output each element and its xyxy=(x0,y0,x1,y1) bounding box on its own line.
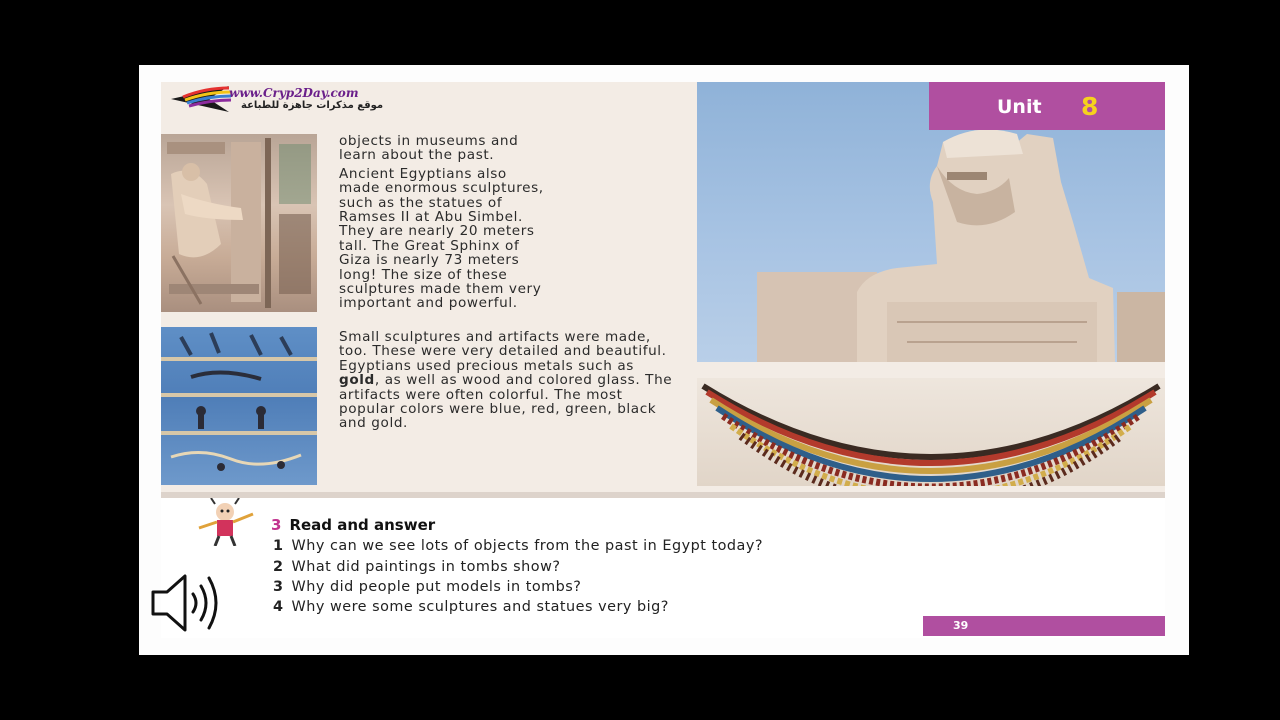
text-line: long! The size of these xyxy=(339,266,508,283)
egyptian-collar-necklace-image xyxy=(697,378,1165,486)
unit-banner xyxy=(929,82,1165,130)
text-line: Ancient Egyptians also xyxy=(339,165,507,182)
unit-label: Unit xyxy=(997,96,1042,118)
question-item: 3 Why did people put models in tombs? xyxy=(273,579,582,595)
textbook-page xyxy=(161,82,1165,638)
exercise-number: 3 xyxy=(271,516,282,534)
page-number: 39 xyxy=(953,619,969,632)
slide-page xyxy=(139,65,1189,655)
exercise-title xyxy=(271,516,435,534)
text-line: Giza is nearly 73 meters xyxy=(339,252,520,269)
text-line: Ramses II at Abu Simbel. xyxy=(339,209,523,226)
text-line: tall. The Great Sphinx of xyxy=(339,237,520,254)
reading-paragraph-2 xyxy=(339,330,674,431)
question-item: 1 Why can we see lots of objects from the past in Egypt today? xyxy=(273,538,764,554)
text-line: such as the statues of xyxy=(339,194,503,211)
exercise-heading: Read and answer xyxy=(289,516,436,534)
text-line: learn about the past. xyxy=(339,147,495,164)
paragraph-text: , as well as wood and colored glass. The artifacts were often colorful. The most popular colors were blue, red, green, black and gold. xyxy=(339,372,673,432)
question-item: 2 What did paintings in tombs show? xyxy=(273,559,561,575)
text-line: sculptures made them very xyxy=(339,281,542,298)
mascot-character-icon xyxy=(191,498,261,546)
question-item: 4 Why were some sculptures and statues very big? xyxy=(273,599,669,615)
page-number-bar xyxy=(923,616,1165,636)
blue-tomb-painting-image xyxy=(161,327,317,485)
hieroglyph-relief-image xyxy=(161,134,317,312)
reading-paragraph-1 xyxy=(339,134,679,311)
logo-arabic-text: موقع مذكرات جاهزة للطباعة xyxy=(241,100,384,111)
cryp2day-logo xyxy=(169,82,449,116)
paragraph-text: Small sculptures and artifacts were made, too. These were very detailed and beautiful. Egyptians used precious metals such as xyxy=(339,329,667,374)
text-line: important and powerful. xyxy=(339,295,518,312)
unit-number: 8 xyxy=(1081,92,1099,121)
read-and-answer-section xyxy=(161,498,1165,638)
speaker-volume-icon[interactable] xyxy=(149,570,225,636)
logo-arrow-icon xyxy=(169,84,233,114)
text-line: objects in museums and xyxy=(339,133,519,149)
text-line: They are nearly 20 meters xyxy=(339,223,535,240)
text-line: made enormous sculptures, xyxy=(339,180,544,197)
bold-word-gold: gold xyxy=(339,372,375,389)
logo-url: www.Cryp2Day.com xyxy=(229,86,359,100)
